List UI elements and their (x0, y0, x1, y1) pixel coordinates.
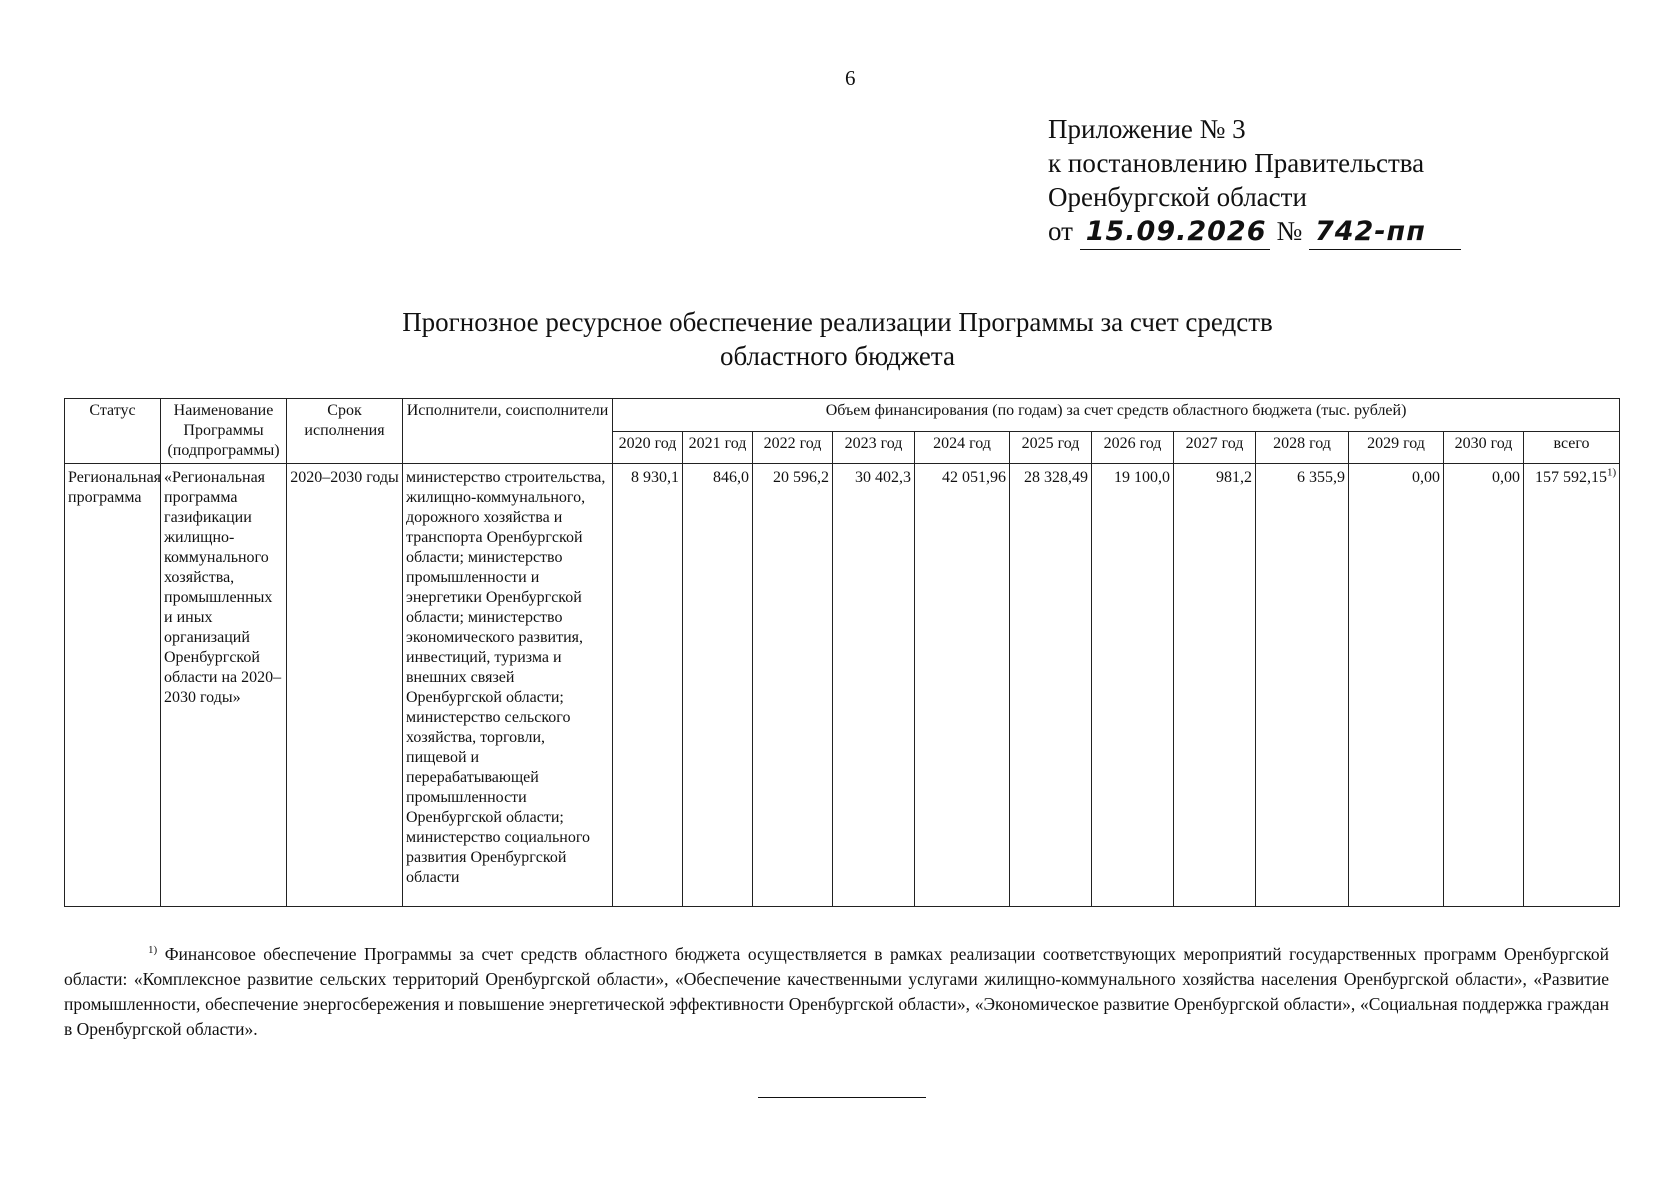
header-financing: Объем финансирования (по годам) за счет средств областного бюджета (тыс. рублей) (613, 399, 1620, 432)
header-year: 2023 год (833, 431, 915, 464)
footnote-mark: 1) (148, 944, 158, 957)
header-year: 2024 год (915, 431, 1010, 464)
header-year: 2028 год (1256, 431, 1349, 464)
cell-value: 0,00 (1444, 464, 1524, 907)
cell-value: 8 930,1 (613, 464, 683, 907)
total-value: 157 592,15 (1534, 469, 1607, 486)
cell-value: 981,2 (1174, 464, 1256, 907)
appendix-region: Оренбургской области (1048, 182, 1307, 212)
header-term: Срок исполнения (287, 399, 403, 464)
header-year: 2025 год (1010, 431, 1092, 464)
header-total: всего (1524, 431, 1620, 464)
appendix-block (1048, 112, 1461, 250)
cell-executors: министерство строительства, жилищно-коммунального, дорожного хозяйства и транспорта Оренбургской области; министерство промышленности и энергетики Оренбургской области; министерство экономического развития, инвестиций, туризма и внешних связей Оренбургской области; министерство сельского хозяйства, торговли, пищевой и перерабатывающей промышленности Оренбургской области; министерство социального развития Оренбургской области (403, 464, 613, 907)
header-year: 2027 год (1174, 431, 1256, 464)
header-year: 2020 год (613, 431, 683, 464)
appendix-resolution: к постановлению Правительства (1048, 148, 1425, 178)
cell-total (1524, 464, 1620, 907)
title-line-1: Прогнозное ресурсное обеспечение реализации Программы за счет средств (402, 307, 1273, 337)
footnote (64, 942, 1609, 1042)
header-year: 2022 год (753, 431, 833, 464)
header-year: 2021 год (683, 431, 753, 464)
footnote-ref: 1) (1606, 466, 1617, 479)
handwritten-date: 15.09.2026 (1080, 215, 1270, 250)
table-row (65, 464, 1620, 907)
financing-table (64, 398, 1620, 907)
cell-value: 846,0 (683, 464, 753, 907)
appendix-date-number (1048, 214, 1461, 250)
cell-value: 42 051,96 (915, 464, 1010, 907)
closing-divider (758, 1097, 926, 1098)
cell-value: 20 596,2 (753, 464, 833, 907)
appendix-title: Приложение № 3 (1048, 114, 1246, 144)
header-year: 2026 год (1092, 431, 1174, 464)
header-status: Статус (65, 399, 161, 464)
header-year: 2030 год (1444, 431, 1524, 464)
number-prefix: № (1276, 216, 1303, 246)
title-line-2: областного бюджета (719, 341, 956, 371)
cell-value: 28 328,49 (1010, 464, 1092, 907)
cell-term: 2020–2030 годы (287, 464, 403, 907)
header-year: 2029 год (1349, 431, 1444, 464)
document-title (0, 305, 1675, 373)
table-header-row (65, 399, 1620, 432)
header-name: Наименование Программы (подпрограммы) (161, 399, 287, 464)
cell-value: 19 100,0 (1092, 464, 1174, 907)
cell-value: 6 355,9 (1256, 464, 1349, 907)
header-executors: Исполнители, соисполнители (403, 399, 613, 464)
handwritten-number: 742-пп (1309, 215, 1461, 250)
cell-status: Региональная программа (65, 464, 161, 907)
footnote-text: Финансовое обеспечение Программы за счет средств областного бюджета осуществляется в рамках реализации соответствующих мероприятий государственных программ Оренбургской области: «Комплексное развитие сельских территорий Оренбургской области», «Обеспечение качественными услугами жилищно-коммунального хозяйства населения Оренбургской области», «Развитие промышленности, обеспечение энергосбережения и повышение энергетической эффективности Оренбургской области», «Экономическое развитие Оренбургской области», «Социальная поддержка граждан в Оренбургской области». (64, 944, 1609, 1039)
cell-program-name: «Региональная программа газификации жилищно-коммунального хозяйства, промышленных и иных организаций Оренбургской области на 2020–2030 годы» (161, 464, 287, 907)
cell-value: 0,00 (1349, 464, 1444, 907)
cell-value: 30 402,3 (833, 464, 915, 907)
date-prefix: от (1048, 216, 1073, 246)
page-number: 6 (845, 66, 856, 90)
